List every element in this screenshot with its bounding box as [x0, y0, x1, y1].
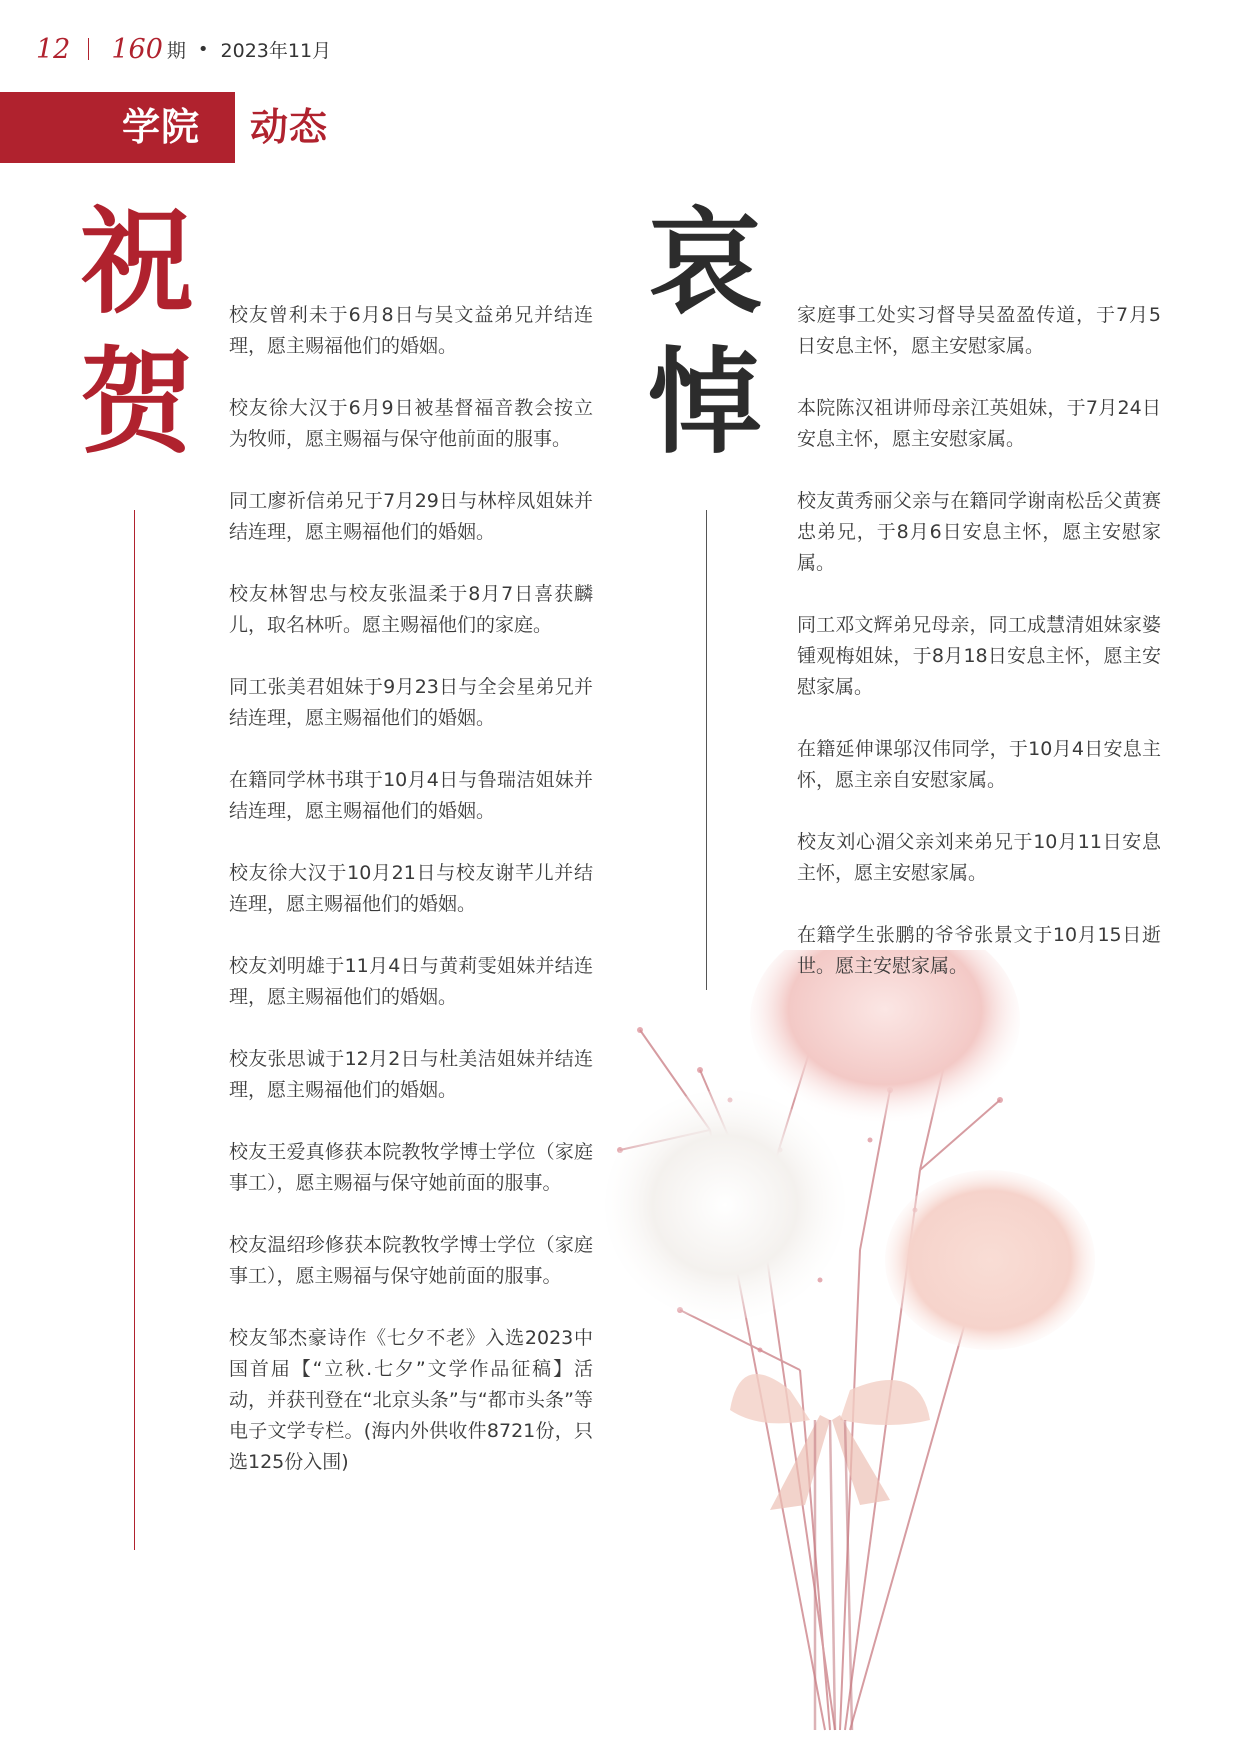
congrats-heading-char-2: 贺: [80, 335, 195, 469]
congrats-item: 校友温绍珍修获本院教牧学博士学位（家庭事工），愿主赐福与保守她前面的服事。: [229, 1234, 593, 1287]
condolence-heading-char-2: 悼: [648, 335, 763, 469]
condolence-item: 同工邓文辉弟兄母亲，同工成慧清姐妹家婆锺观梅姐妹，于8月18日安息主怀，愿主安慰家属。: [797, 614, 1161, 698]
condolence-item: 本院陈汉祖讲师母亲江英姐妹，于7月24日安息主怀，愿主安慰家属。: [797, 397, 1161, 450]
congrats-divider-line: [134, 510, 135, 1550]
page-number: 12: [36, 33, 71, 65]
congrats-item: 校友王爱真修获本院教牧学博士学位（家庭事工），愿主赐福与保守她前面的服事。: [229, 1141, 593, 1194]
issue-suffix: 期: [166, 39, 186, 62]
congrats-item: 校友林智忠与校友张温柔于8月7日喜获麟儿，取名林听。愿主赐福他们的家庭。: [229, 583, 593, 636]
condolence-heading-char-1: 哀: [648, 195, 763, 329]
issue-number: 160: [111, 33, 163, 65]
congrats-item: 同工张美君姐妹于9月23日与全会星弟兄并结连理，愿主赐福他们的婚姻。: [229, 676, 593, 729]
condolence-item: 在籍延伸课邬汉伟同学，于10月4日安息主怀，愿主亲自安慰家属。: [797, 738, 1161, 791]
congrats-item: 在籍同学林书琪于10月4日与鲁瑞洁姐妹并结连理，愿主赐福他们的婚姻。: [229, 769, 593, 822]
condolence-item: 在籍学生张鹏的爷爷张景文于10月15日逝世。愿主安慰家属。: [797, 924, 1161, 977]
section-title-left: 学院: [122, 105, 201, 149]
congrats-item: 校友徐大汉于6月9日被基督福音教会按立为牧师，愿主赐福与保守他前面的服事。: [229, 397, 593, 450]
issue-date: 2023年11月: [220, 39, 332, 62]
congrats-item: 校友邹杰豪诗作《七夕不老》入选2023中国首届【“立秋.七夕”文学作品征稿】活动，并获刊登在“北京头条”与“都市头条”等电子文学专栏。(海内外供收件8721份，只选125份入围): [229, 1327, 593, 1473]
congrats-list: [229, 300, 593, 1509]
page-header: [36, 32, 331, 66]
section-title-right: 动态: [250, 105, 329, 149]
condolence-item: 校友刘心湄父亲刘来弟兄于10月11日安息主怀，愿主安慰家属。: [797, 831, 1161, 884]
congrats-heading-char-1: 祝: [80, 195, 195, 329]
congrats-item: 校友张思诚于12月2日与杜美洁姐妹并结连理，愿主赐福他们的婚姻。: [229, 1048, 593, 1101]
congrats-item: 校友曾利未于6月8日与吴文益弟兄并结连理，愿主赐福他们的婚姻。: [229, 304, 593, 357]
congrats-item: 同工廖祈信弟兄于7月29日与林梓凤姐妹并结连理，愿主赐福他们的婚姻。: [229, 490, 593, 543]
congrats-item: 校友刘明雄于11月4日与黄莉雯姐妹并结连理，愿主赐福他们的婚姻。: [229, 955, 593, 1008]
condolence-divider-line: [706, 510, 707, 990]
congrats-item: 校友徐大汉于10月21日与校友谢芊儿并结连理，愿主赐福他们的婚姻。: [229, 862, 593, 915]
condolence-list: [797, 300, 1161, 1013]
condolence-item: 家庭事工处实习督导吴盈盈传道，于7月5日安息主怀，愿主安慰家属。: [797, 304, 1161, 357]
condolence-item: 校友黄秀丽父亲与在籍同学谢南松岳父黄赛忠弟兄，于8月6日安息主怀，愿主安慰家属。: [797, 490, 1161, 574]
header-dot: •: [197, 38, 209, 60]
header-divider: [88, 38, 89, 60]
flower-bouquet-image: [560, 950, 1120, 1740]
